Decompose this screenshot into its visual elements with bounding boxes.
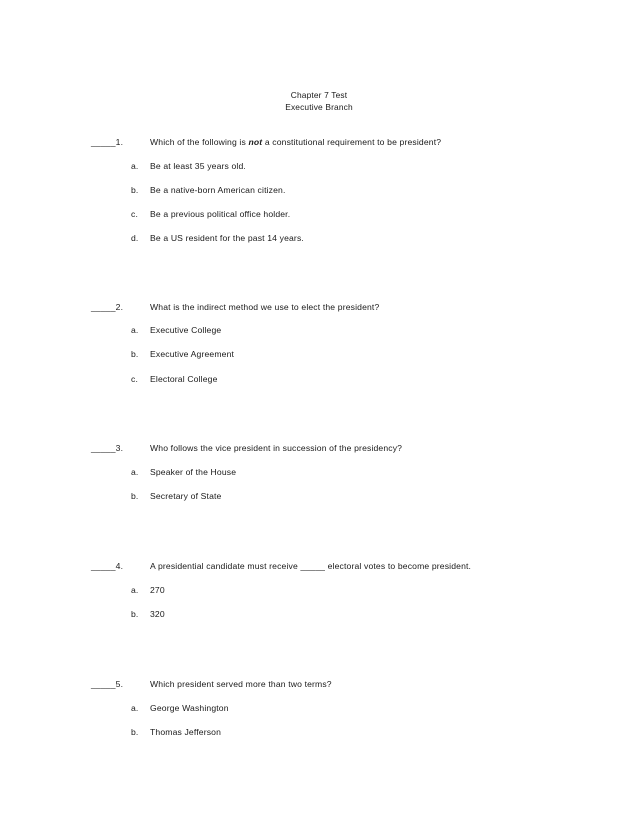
option-letter: b. [131, 609, 139, 619]
question-text-5: Which president served more than two terms? [150, 679, 332, 689]
question-text-3: Who follows the vice president in succession of the presidency? [150, 443, 403, 453]
question-text-1 [150, 137, 441, 148]
option-text: Secretary of State [150, 491, 222, 501]
question-text-4: A presidential candidate must receive _____ electoral votes to become president. [150, 561, 472, 571]
option-letter: b. [131, 491, 139, 501]
option-text: 320 [150, 609, 165, 619]
page-subtitle: Executive Branch [285, 102, 353, 112]
question-text-2: What is the indirect method we use to elect the president? [150, 302, 380, 312]
option-letter: b. [131, 349, 139, 359]
answer-blank-1: _____1. [91, 137, 124, 147]
option-letter: c. [131, 374, 138, 384]
answer-blank-2: _____2. [91, 302, 124, 312]
question-text-1-part-b: a constitutional requirement to be president? [262, 137, 442, 147]
answer-blank-5: _____5. [91, 679, 124, 689]
option-text: Be a previous political office holder. [150, 209, 291, 219]
option-letter: d. [131, 233, 139, 243]
option-text: George Washington [150, 703, 229, 713]
option-text: Be a native-born American citizen. [150, 185, 286, 195]
option-text: 270 [150, 585, 165, 595]
answer-blank-3: _____3. [91, 443, 124, 453]
option-letter: a. [131, 467, 139, 477]
option-text: Electoral College [150, 374, 218, 384]
option-letter: a. [131, 703, 139, 713]
option-letter: a. [131, 161, 139, 171]
option-letter: a. [131, 325, 139, 335]
option-letter: a. [131, 585, 139, 595]
option-letter: c. [131, 209, 138, 219]
option-text: Executive College [150, 325, 222, 335]
option-text: Executive Agreement [150, 349, 235, 359]
option-text: Speaker of the House [150, 467, 237, 477]
option-text: Be a US resident for the past 14 years. [150, 233, 304, 243]
question-text-1-part-a: Which of the following is [150, 137, 249, 147]
option-text: Be at least 35 years old. [150, 161, 246, 171]
option-letter: b. [131, 185, 139, 195]
page-title: Chapter 7 Test [290, 90, 348, 100]
option-letter: b. [131, 727, 139, 737]
answer-blank-4: _____4. [91, 561, 124, 571]
option-text: Thomas Jefferson [150, 727, 222, 737]
question-text-1-emphasis: not [248, 137, 263, 147]
